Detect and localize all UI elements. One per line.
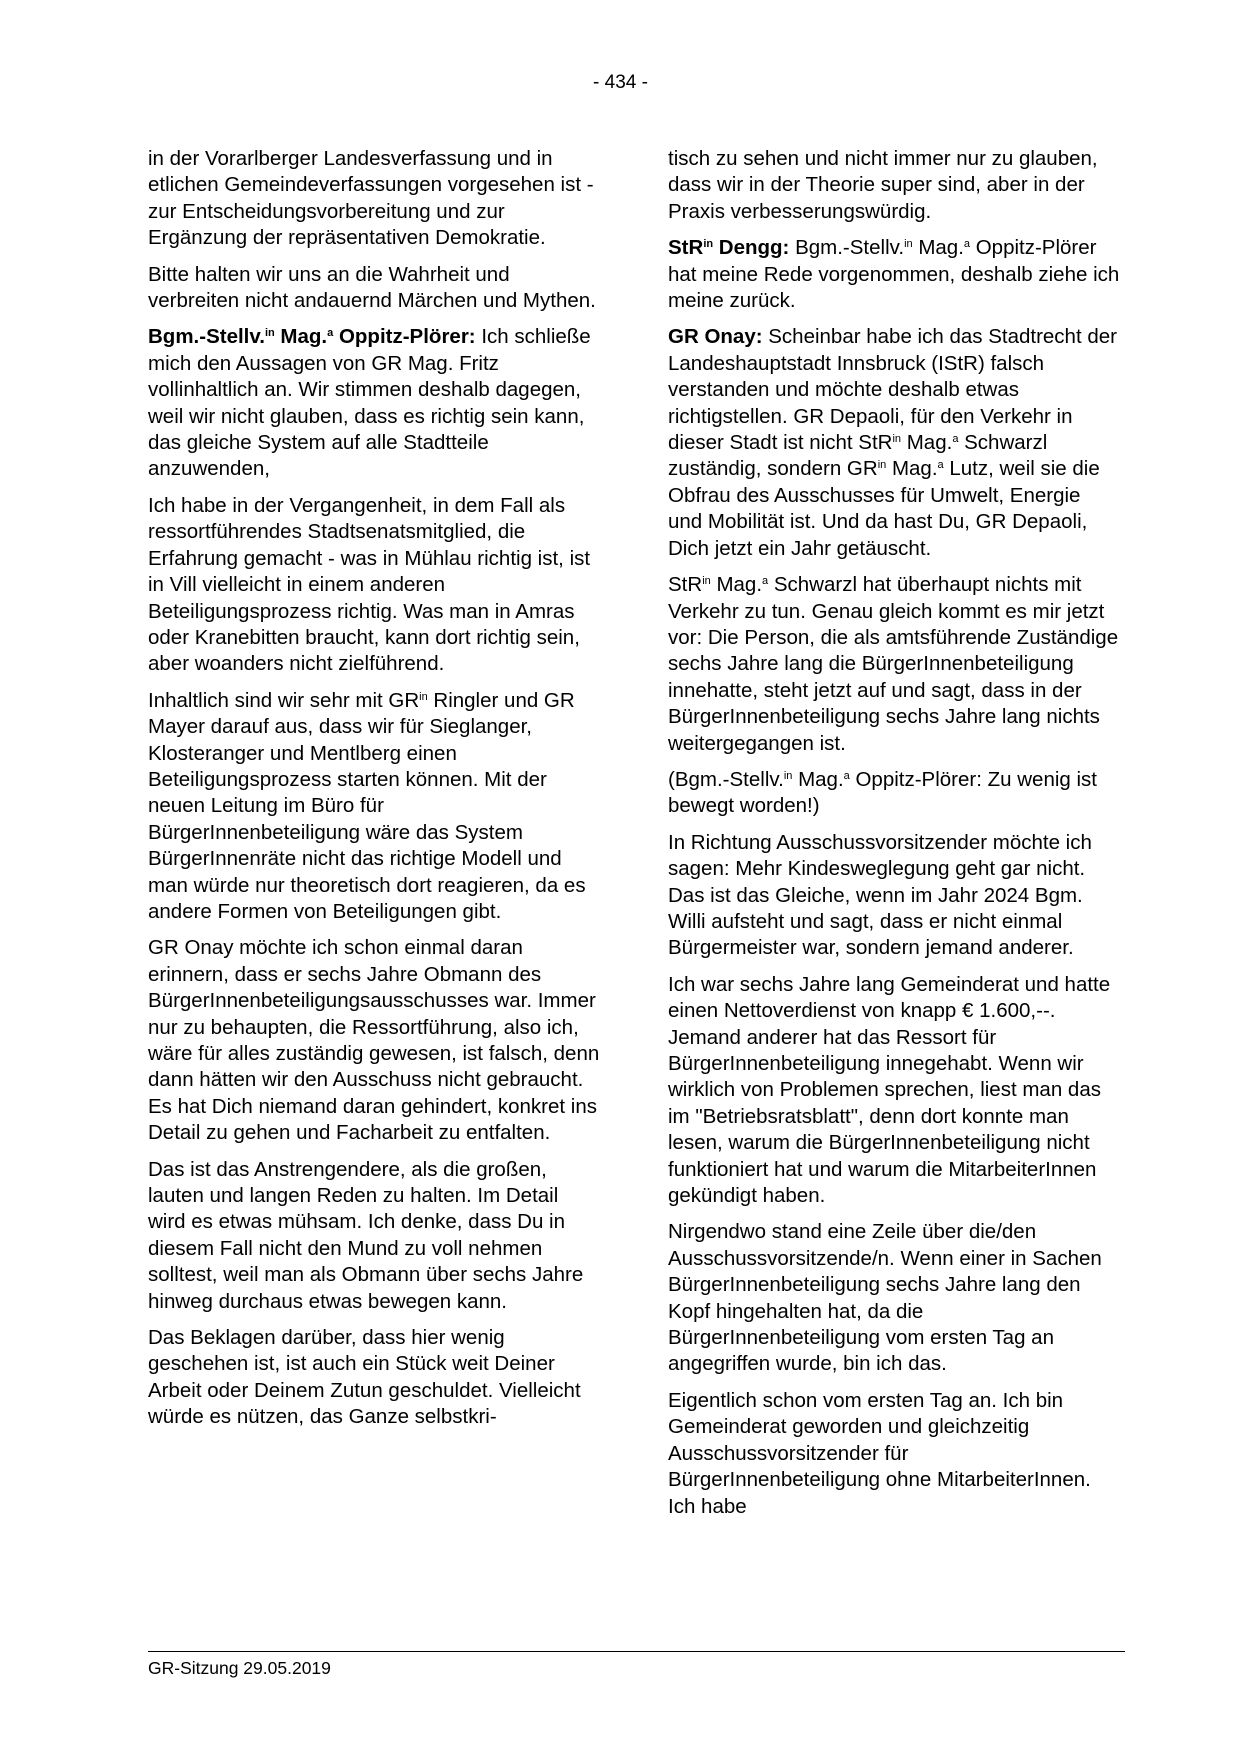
speaker-name: StR$^{in}$ Dengg: <box>668 236 790 260</box>
right-column <box>668 146 1120 1530</box>
footer-text: GR-Sitzung 29.05.2019 <box>148 1658 331 1678</box>
paragraph: GR Onay: Scheinbar habe ich das Stadtrecht der Landeshauptstadt Innsbruck (IStR) falsch verstanden und möchte deshalb etwas richtigstellen. GR Depaoli, für den Verkehr in dieser Stadt ist nicht StR$^{in}$ Mag.$^a$ Schwarzl zuständig, sondern $GR^{in}$ Mag.$^a$ Lutz, weil sie die Obfrau des Ausschusses für Umwelt, Energie und Mobilität ist. Und da hast Du, GR Depaoli, Dich jetzt ein Jahr getäuscht. <box>668 325 1117 560</box>
paragraph: StR$^{in}$ Dengg: Bgm.-Stellv.$^{in}$ Mag.$^a$ Oppitz-Plörer hat meine Rede vorgenommen, deshalb ziehe ich meine zurück. <box>668 236 1120 313</box>
footer-divider <box>148 1651 1125 1652</box>
paragraph: StR$^{in}$ Mag.$^a$ Schwarzl hat überhaupt nichts mit Verkehr zu tun. Genau gleich kommt es mir jetzt vor: Die Person, die als amtsführende Zuständige sechs Jahre lang die BürgerInnenbeteiligung innehatte, steht jetzt auf und sagt, dass in der BürgerInnenbeteiligung sechs Jahre lang nichts weitergegangen ist. <box>668 573 1119 755</box>
speaker-name: GR Onay: <box>668 325 763 349</box>
paragraph: Ich war sechs Jahre lang Gemeinderat und hatte einen Nettoverdienst von knapp € 1.600,--. Jemand anderer hat das Ressort für BürgerInnenbeteiligung innegehabt. Wenn wir wirklich von Problemen sprechen, liest man das im "Betriebsratsblatt", denn dort konnte man lesen, warum die BürgerInnenbeteiligung nicht funktioniert hat und warum die MitarbeiterInnen gekündigt haben. <box>668 972 1111 1208</box>
paragraph: Bgm.-Stellv.$^{in}$ Mag.$^a$ Oppitz-Plörer: Ich schließe mich den Aussagen von GR Mag. Fritz vollinhaltlich an. Wir stimmen deshalb dagegen, weil wir nicht glauben, dass es richtig sein kann, das gleiche System auf alle Stadtteile anzuwenden, <box>148 325 591 481</box>
interjection: (Bgm.-Stellv.$^{in}$ Mag.$^a$ Oppitz-Plörer: Zu wenig ist bewegt worden!) <box>668 767 1098 818</box>
paragraph: Inhaltlich sind wir sehr mit $GR^{in}$ Ringler und GR Mayer darauf aus, dass wir für Sieglanger, Klosteranger und Mentlberg einen Beteiligungsprozess starten können. Mit der neuen Leitung im Büro für BürgerInnenbeteiligung wäre das System BürgerInnenräte nicht das richtige Modell und man würde nur theoretisch dort reagieren, da es andere Formen von Beteiligungen gibt. <box>148 688 586 923</box>
paragraph: Nirgendwo stand eine Zeile über die/den Ausschussvorsitzende/n. Wenn einer in Sachen BürgerInnenbeteiligung sechs Jahre lang den Kopf hingehalten hat, da die BürgerInnenbeteiligung vom ersten Tag an angegriffen wurde, bin ich das. <box>668 1220 1102 1376</box>
page-number: - 434 - <box>593 72 648 93</box>
paragraph: in der Vorarlberger Landesverfassung und in etlichen Gemeindeverfassungen vorgesehen ist - zur Entscheidungsvorbereitung und zur Ergänzung der repräsentativen Demokratie. <box>148 147 594 250</box>
paragraph: GR Onay möchte ich schon einmal daran erinnern, dass er sechs Jahre Obmann des BürgerInnenbeteiligungsausschusses war. Immer nur zu behaupten, die Ressortführung, also ich, wäre für alles zuständig gewesen, ist falsch, denn dann hätten wir den Ausschuss nicht gebraucht. Es hat Dich niemand daran gehindert, konkret ins Detail zu gehen und Facharbeit zu entfalten. <box>148 936 600 1145</box>
paragraph: In Richtung Ausschussvorsitzender möchte ich sagen: Mehr Kindesweglegung geht gar nicht. Das ist das Gleiche, wenn im Jahr 2024 Bgm. Willi aufsteht und sagt, dass er nicht einmal Bürgermeister war, sondern jemand anderer. <box>668 830 1092 960</box>
left-column <box>148 146 600 1441</box>
paragraph: tisch zu sehen und nicht immer nur zu glauben, dass wir in der Theorie super sind, aber in der Praxis verbesserungswürdig. <box>668 147 1098 223</box>
paragraph: Bitte halten wir uns an die Wahrheit und verbreiten nicht andauernd Märchen und Mythen. <box>148 262 596 313</box>
speaker-name: Bgm.-Stellv.$^{in}$ Mag.$^a$ Oppitz-Plörer: <box>148 325 476 349</box>
paragraph: Das Beklagen darüber, dass hier wenig geschehen ist, ist auch ein Stück weit Deiner Arbeit oder Deinem Zutun geschuldet. Vielleicht würde es nützen, das Ganze selbstkri- <box>148 1326 581 1429</box>
paragraph: Das ist das Anstrengendere, als die großen, lauten und langen Reden zu halten. Im Detail wird es etwas mühsam. Ich denke, dass Du in diesem Fall nicht den Mund zu voll nehmen solltest, weil man als Obmann über sechs Jahre hinweg durchaus etwas bewegen kann. <box>148 1157 584 1313</box>
paragraph: Eigentlich schon vom ersten Tag an. Ich bin Gemeinderat geworden und gleichzeitig Ausschussvorsitzender für BürgerInnenbeteiligung ohne MitarbeiterInnen. Ich habe <box>668 1388 1091 1518</box>
paragraph: Ich habe in der Vergangenheit, in dem Fall als ressortführendes Stadtsenatsmitglied, die Erfahrung gemacht - was in Mühlau richtig ist, ist in Vill vielleicht in einem anderen Beteiligungsprozess richtig. Was man in Amras oder Kranebitten braucht, kann dort richtig sein, aber woanders nicht zielführend. <box>148 493 591 676</box>
